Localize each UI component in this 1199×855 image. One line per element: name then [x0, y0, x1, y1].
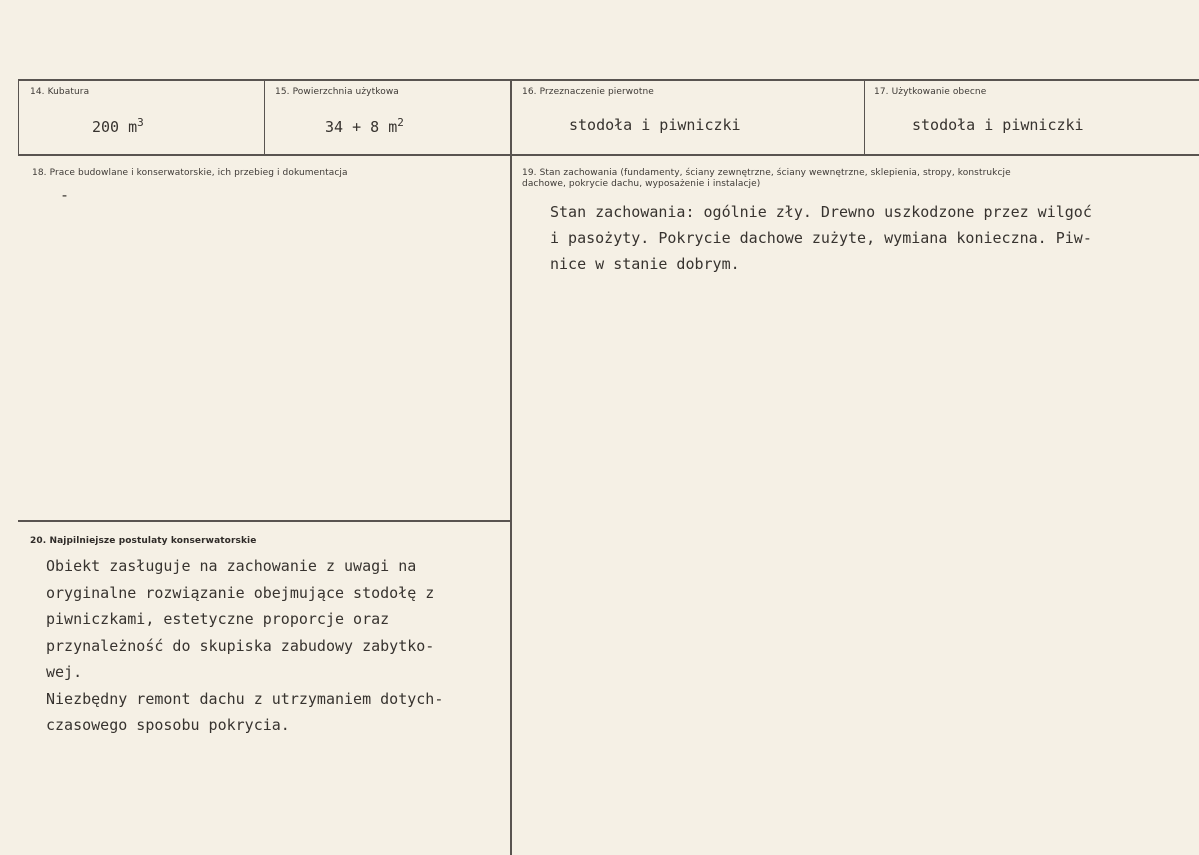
field-14-number: 200 m	[92, 118, 138, 136]
field-16-value: stodoła i piwniczki	[569, 116, 741, 134]
field-19-label: 19. Stan zachowania (fundamenty, ściany zewnętrzne, ściany wewnętrzne, sklepienia, stropy, konstrukcje dachowe, pokrycie dachu, wyposażenie i instalacje)	[522, 168, 1011, 189]
field-14-unit-exponent: 3	[137, 116, 144, 129]
divider-16-17	[864, 79, 865, 156]
field-17-label: 17. Użytkowanie obecne	[874, 87, 987, 97]
field-14-label: 14. Kubatura	[30, 87, 90, 97]
field-15-value	[325, 118, 404, 136]
field-18-label: 18. Prace budowlane i konserwatorskie, ich przebieg i dokumentacja	[32, 168, 348, 178]
field-16-label: 16. Przeznaczenie pierwotne	[522, 87, 654, 97]
field-17-value: stodoła i piwniczki	[912, 116, 1084, 134]
field-14-value	[92, 118, 144, 136]
field-19-text: Stan zachowania: ogólnie zły. Drewno uszkodzone przez wilgoć i pasożyty. Pokrycie dachowe zużyte, wymiana konieczna. Piw- nice w stanie dobrym.	[550, 203, 1092, 273]
field-15-number: 34 + 8 m	[325, 118, 398, 136]
left-border	[18, 79, 19, 156]
field-20-label: 20. Najpilniejsze postulaty konserwatorskie	[30, 536, 257, 546]
divider-15-16	[510, 79, 512, 855]
field-18-value: -	[60, 186, 70, 204]
field-15-unit-exponent: 2	[397, 116, 404, 129]
field-18-20-divider	[18, 520, 510, 522]
field-20-text: Obiekt zasługuje na zachowanie z uwagi na oryginalne rozwiązanie obejmujące stodołę z piwniczkami, estetyczne proporcje oraz przynależność do skupiska zabudowy zabytko- wej. Niezbędny remont dachu z utrzymaniem dotych- czasowego sposobu pokrycia.	[46, 557, 444, 734]
divider-14-15	[264, 79, 265, 156]
top-rule	[18, 79, 1199, 81]
upper-row-bottom-rule	[18, 154, 1199, 156]
field-15-label: 15. Powierzchnia użytkowa	[275, 87, 399, 97]
